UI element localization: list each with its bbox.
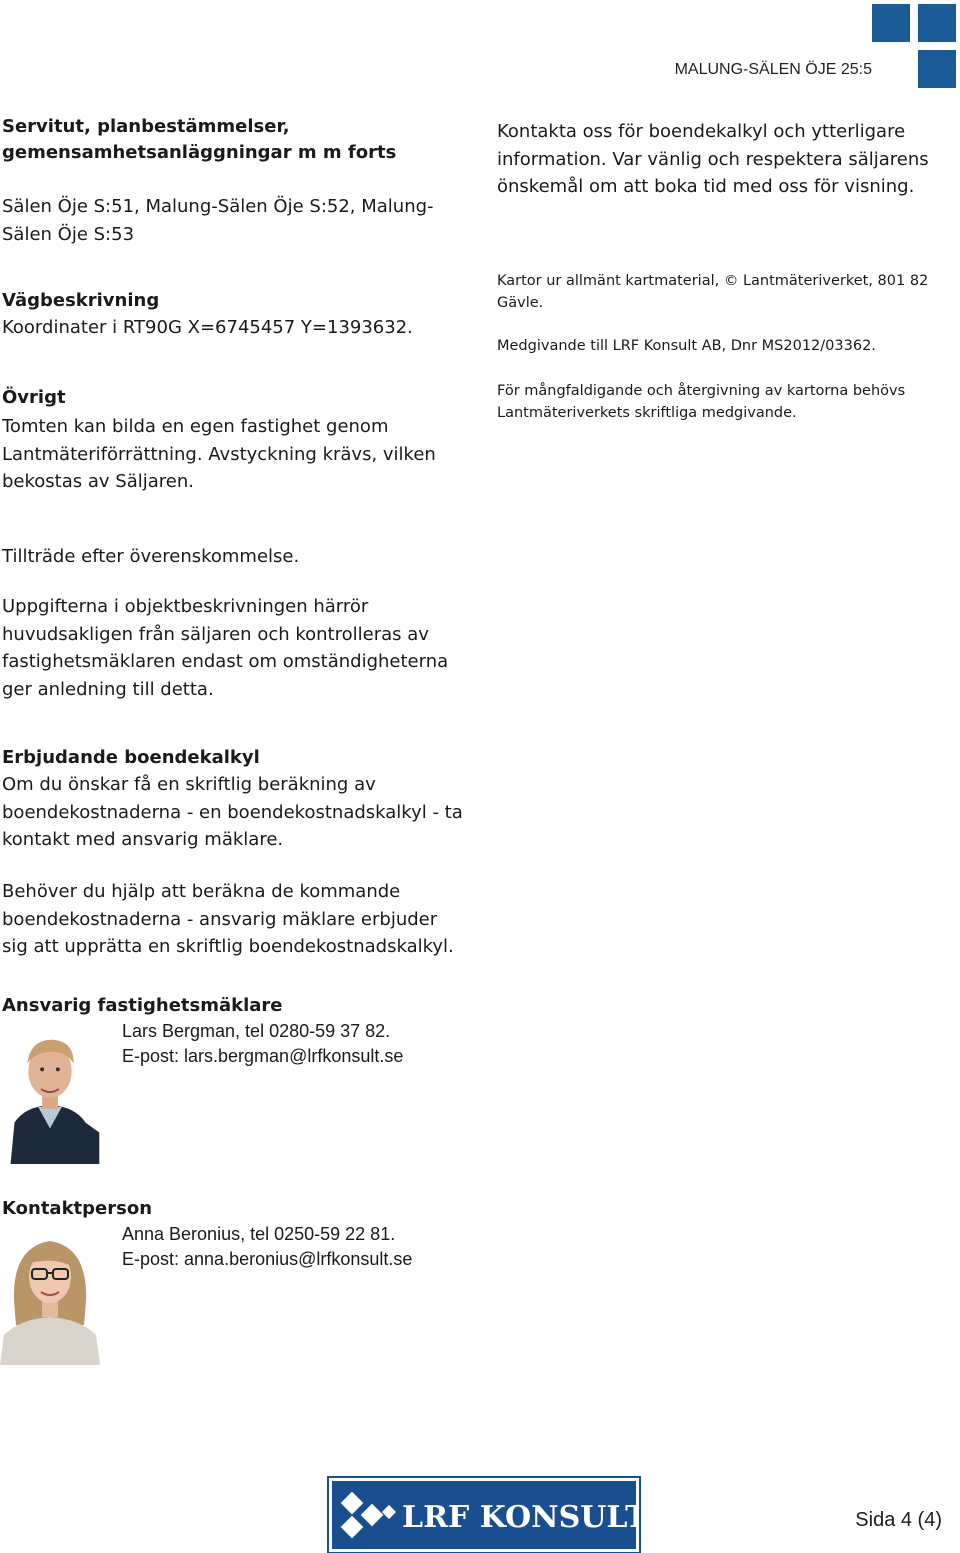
portrait-man-icon [0,1024,100,1164]
portrait-woman-icon [0,1226,100,1366]
page-number: Sida 4 (4) [855,1509,942,1531]
ovrigt-heading: Övrigt [2,387,66,408]
ovrigt-section [2,385,482,496]
kontakta-section [497,118,957,201]
text-line: Lantmäteriförrättning. Avstyckning krävs, vilken [2,443,436,465]
contactperson-name-phone: Anna Beronius, tel 0250-59 22 81. [122,1224,396,1244]
lrf-konsult-logo [329,1478,639,1552]
vagbeskrivning-section [2,288,482,342]
kartor-section [497,270,957,424]
text-line: Tillträde efter överenskommelse. [2,546,300,567]
servitut-section [2,114,482,166]
text-line: Sälen Öje S:51, Malung-Sälen Öje S:52, Malung- [2,196,434,217]
text-line: Om du önskar få en skriftlig beräkning av [2,774,376,795]
text-line: bekostas av Säljaren. [2,471,194,492]
text-line: boendekostnaderna - en boendekostnadskalkyl - ta [2,801,463,823]
logo-square [918,4,956,42]
text-line: Gävle. [497,295,544,311]
ansvarig-section [2,993,482,1019]
text-line: Kartor ur allmänt kartmaterial, © Lantmäteriverket, 801 82 [497,273,929,289]
erbjudande-section [2,745,482,854]
servitut-heading: Servitut, planbestämmelser, [2,116,290,137]
logo-square [872,4,910,42]
text-line: fastighetsmäklaren endast om omständigheterna [2,651,449,672]
agent-name-phone: Lars Bergman, tel 0280-59 37 82. [122,1021,391,1041]
text-line: Behöver du hjälp att beräkna de kommande [2,881,401,902]
tilltrade-text [2,543,482,571]
text-line: ger anledning till detta. [2,678,214,700]
lrf-konsult-logo-icon [332,1481,636,1549]
kontaktperson-heading: Kontaktperson [2,1198,153,1219]
text-line: önskemål om att boka tid med oss för visning. [497,176,915,197]
text-line: Sälen Öje S:53 [2,223,135,245]
contactperson-email[interactable]: E-post: anna.beronius@lrfkonsult.se [122,1249,413,1269]
text-line: boendekostnaderna - ansvarig mäklare erbjuder [2,908,438,930]
text-line: Tomten kan bilda en egen fastighet genom [2,416,389,437]
text-line: Kontakta oss för boendekalkyl och ytterligare [497,121,906,142]
text-line: Lantmäteriverkets skriftliga medgivande. [497,405,797,421]
kontaktperson-section [2,1196,482,1222]
text-line: information. Var vänlig och respektera säljarens [497,148,929,170]
uppgifterna-section [2,593,482,703]
logo-wordmark: LRF KONSULT [402,1500,636,1535]
text-line: sig att upprätta en skriftlig boendekostnadskalkyl. [2,936,454,957]
erbjudande-paragraph-2 [2,878,482,961]
medgivande-text: Medgivande till LRF Konsult AB, Dnr MS2012/03362. [497,338,876,354]
agent-email[interactable]: E-post: lars.bergman@lrfkonsult.se [122,1046,404,1066]
contact-photo [0,1226,100,1370]
ansvarig-heading: Ansvarig fastighetsmäklare [2,995,283,1016]
logo-square [918,50,956,88]
agent-contact [122,1019,403,1069]
vagbeskrivning-heading: Vägbeskrivning [2,290,160,311]
servitut-heading: gemensamhetsanläggningar m m forts [2,142,397,163]
text-line: För mångfaldigande och återgivning av kartorna behövs [497,383,906,399]
contactperson-contact [122,1222,412,1272]
text-line: kontakt med ansvarig mäklare. [2,829,284,850]
page-header-title: MALUNG-SÄLEN ÖJE 25:5 [674,61,872,78]
erbjudande-heading: Erbjudande boendekalkyl [2,747,260,768]
brand-squares-logo [872,4,960,92]
text-line: huvudsakligen från säljaren och kontrolleras av [2,623,429,645]
servitut-text [2,193,482,248]
coordinates-text: Koordinater i RT90G X=6745457 Y=1393632. [2,317,413,338]
text-line: Uppgifterna i objektbeskrivningen härrör [2,596,369,617]
agent-photo [0,1024,100,1168]
